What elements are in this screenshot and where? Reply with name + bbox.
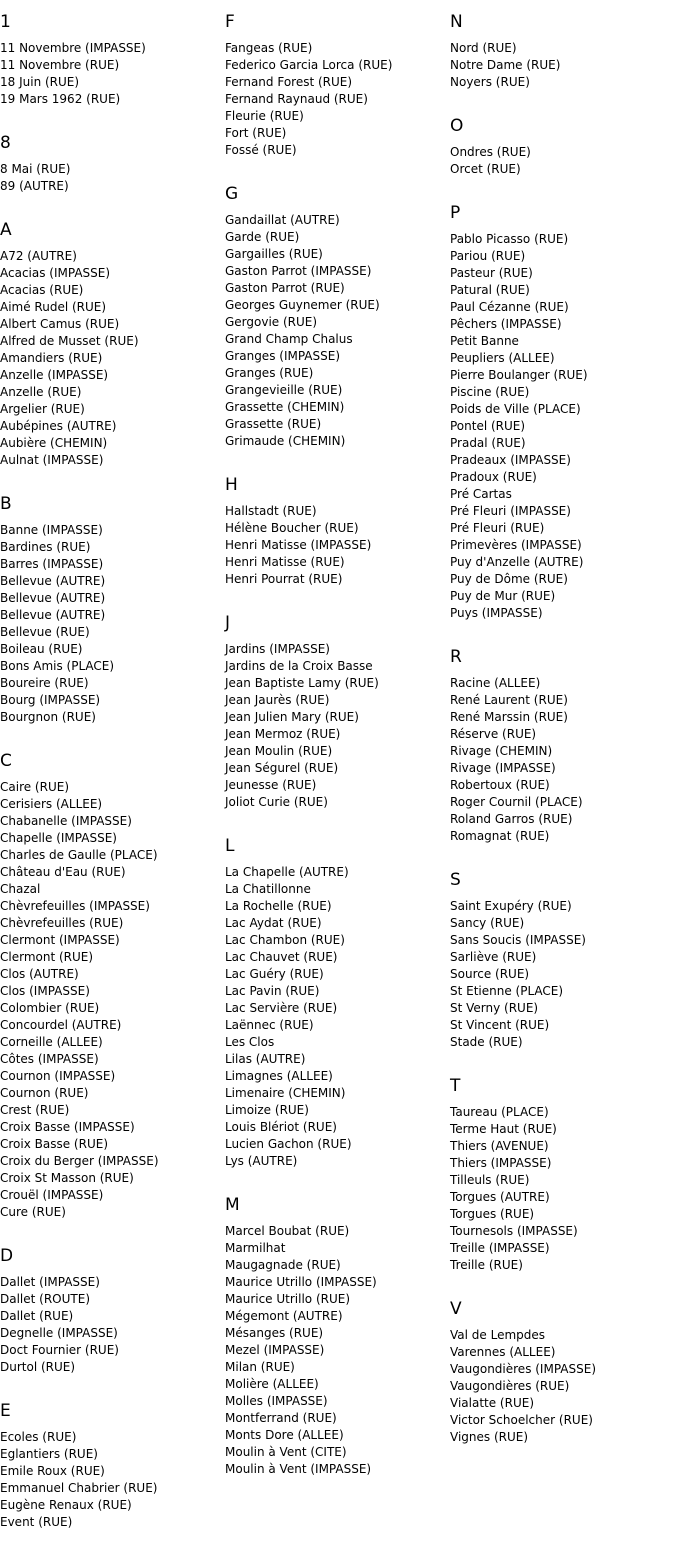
street-name: Pré Fleuri (IMPASSE): [450, 504, 571, 518]
street-name: Gargailles (RUE): [225, 247, 323, 261]
street-name: Aubière (CHEMIN): [0, 436, 108, 450]
street-name: Henri Matisse (RUE): [225, 555, 345, 569]
street-name: Victor Schoelcher (RUE): [450, 1413, 593, 1427]
letter-heading: N: [450, 12, 463, 32]
letter-heading: M: [225, 1195, 240, 1215]
letter-group: [0, 749, 222, 1221]
street-name: Lucien Gachon (RUE): [225, 1137, 352, 1151]
street-name: Henri Matisse (IMPASSE): [225, 538, 372, 552]
street-name: Bellevue (AUTRE): [0, 608, 106, 622]
street-name: Jean Ségurel (RUE): [225, 761, 339, 775]
street-name: Colombier (RUE): [0, 1001, 100, 1015]
street-name: Maurice Utrillo (IMPASSE): [225, 1275, 377, 1289]
street-name: Bellevue (AUTRE): [0, 591, 106, 605]
street-name: Garde (RUE): [225, 230, 300, 244]
street-name: Pré Fleuri (RUE): [450, 521, 545, 535]
street-name: Treille (IMPASSE): [450, 1241, 550, 1255]
street-name: Federico Garcia Lorca (RUE): [225, 58, 393, 72]
street-name: Peupliers (ALLEE): [450, 351, 555, 365]
street-name: Rivage (IMPASSE): [450, 761, 556, 775]
street-name: Pêchers (IMPASSE): [450, 317, 562, 331]
street-name: St Etienne (PLACE): [450, 984, 564, 998]
street-name: 8 Mai (RUE): [0, 162, 71, 176]
street-name: 18 Juin (RUE): [0, 75, 80, 89]
street-name: Pariou (RUE): [450, 249, 526, 263]
street-name: Chazal: [0, 882, 41, 896]
street-name: Piscine (RUE): [450, 385, 530, 399]
street-name: Fernand Raynaud (RUE): [225, 92, 368, 106]
street-name: Vignes (RUE): [450, 1430, 529, 1444]
letter-heading: 8: [0, 133, 11, 153]
street-name: Dallet (IMPASSE): [0, 1275, 100, 1289]
street-name: Croix St Masson (RUE): [0, 1171, 134, 1185]
street-name: Bellevue (AUTRE): [0, 574, 106, 588]
street-name: Granges (IMPASSE): [225, 349, 341, 363]
street-name: Roland Garros (RUE): [450, 812, 573, 826]
street-name: Amandiers (RUE): [0, 351, 103, 365]
street-name: Lys (AUTRE): [225, 1154, 298, 1168]
letter-group: [450, 201, 672, 622]
street-name: Grand Champ Chalus: [225, 332, 353, 346]
letter-group: [450, 10, 672, 91]
street-name: Terme Haut (RUE): [450, 1122, 557, 1136]
street-name: Poids de Ville (PLACE): [450, 402, 581, 416]
street-name: St Verny (RUE): [450, 1001, 539, 1015]
street-name: Argelier (RUE): [0, 402, 85, 416]
street-name: Lac Pavin (RUE): [225, 984, 320, 998]
letter-group: [0, 1244, 222, 1376]
letter-group: [450, 1297, 672, 1446]
street-name: Taureau (PLACE): [450, 1105, 549, 1119]
street-name: Laënnec (RUE): [225, 1018, 314, 1032]
street-name: St Vincent (RUE): [450, 1018, 550, 1032]
street-name: Marcel Boubat (RUE): [225, 1224, 350, 1238]
street-name: Hélène Boucher (RUE): [225, 521, 359, 535]
street-name: Chabanelle (IMPASSE): [0, 814, 132, 828]
street-name: Cournon (IMPASSE): [0, 1069, 116, 1083]
street-name: Granges (RUE): [225, 366, 314, 380]
street-name: Albert Camus (RUE): [0, 317, 120, 331]
letter-group: [450, 868, 672, 1051]
letter-group: [0, 218, 222, 469]
street-name: Clermont (RUE): [0, 950, 94, 964]
street-name: Durtol (RUE): [0, 1360, 76, 1374]
street-name: Source (RUE): [450, 967, 530, 981]
street-name: Rivage (CHEMIN): [450, 744, 553, 758]
street-name: Moulin à Vent (IMPASSE): [225, 1462, 372, 1476]
street-name: Bardines (RUE): [0, 540, 91, 554]
street-name: Notre Dame (RUE): [450, 58, 561, 72]
street-name: Paul Cézanne (RUE): [450, 300, 569, 314]
street-name: Anzelle (IMPASSE): [0, 368, 109, 382]
street-name: Fernand Forest (RUE): [225, 75, 353, 89]
street-name: Moulin à Vent (CITE): [225, 1445, 347, 1459]
street-name: Crest (RUE): [0, 1103, 70, 1117]
letter-group: [450, 114, 672, 178]
letter-heading: L: [225, 836, 235, 856]
street-name: Torgues (RUE): [450, 1207, 535, 1221]
street-name: Emmanuel Chabrier (RUE): [0, 1481, 158, 1495]
street-name: Concourdel (AUTRE): [0, 1018, 122, 1032]
letter-heading: D: [0, 1246, 14, 1266]
street-name: Molière (ALLEE): [225, 1377, 319, 1391]
street-name: Anzelle (RUE): [0, 385, 82, 399]
street-name: Dallet (ROUTE): [0, 1292, 91, 1306]
street-name: Aulnat (IMPASSE): [0, 453, 104, 467]
letter-heading: B: [0, 494, 12, 514]
street-name: Saint Exupéry (RUE): [450, 899, 572, 913]
street-column: [450, 10, 672, 1469]
street-name: Noyers (RUE): [450, 75, 530, 89]
street-name: Orcet (RUE): [450, 162, 521, 176]
street-name: Thiers (AVENUE): [450, 1139, 549, 1153]
street-name: Pasteur (RUE): [450, 266, 533, 280]
street-name: Vaugondières (RUE): [450, 1379, 570, 1393]
street-name: Montferrand (RUE): [225, 1411, 337, 1425]
street-name: Georges Guynemer (RUE): [225, 298, 380, 312]
letter-group: [225, 182, 447, 450]
street-name: Gaston Parrot (RUE): [225, 281, 345, 295]
street-name: 11 Novembre (RUE): [0, 58, 120, 72]
letter-group: [450, 1074, 672, 1274]
street-name: Croix du Berger (IMPASSE): [0, 1154, 159, 1168]
street-name: Varennes (ALLEE): [450, 1345, 556, 1359]
letter-heading: A: [0, 220, 12, 240]
street-name: Pablo Picasso (RUE): [450, 232, 569, 246]
street-name: René Laurent (RUE): [450, 693, 568, 707]
street-name: Acacias (IMPASSE): [0, 266, 111, 280]
street-name: Gandaillat (AUTRE): [225, 213, 340, 227]
street-name: Jeunesse (RUE): [225, 778, 317, 792]
street-name: Treille (RUE): [450, 1258, 523, 1272]
street-name: Fossé (RUE): [225, 143, 297, 157]
street-name: Pradal (RUE): [450, 436, 526, 450]
street-name: Val de Lempdes: [450, 1328, 546, 1342]
street-name: Limenaire (CHEMIN): [225, 1086, 346, 1100]
street-name: Acacias (RUE): [0, 283, 84, 297]
street-name: Boureire (RUE): [0, 676, 89, 690]
street-name: La Chapelle (AUTRE): [225, 865, 349, 879]
street-name: Fleurie (RUE): [225, 109, 304, 123]
street-name: Cournon (RUE): [0, 1086, 89, 1100]
street-name: Bourgnon (RUE): [0, 710, 96, 724]
street-name: Degnelle (IMPASSE): [0, 1326, 118, 1340]
street-name: Chèvrefeuilles (RUE): [0, 916, 124, 930]
street-name: Ondres (RUE): [450, 145, 531, 159]
street-name: Roger Cournil (PLACE): [450, 795, 583, 809]
letter-heading: R: [450, 647, 462, 667]
letter-heading: C: [0, 751, 12, 771]
street-name: Clos (AUTRE): [0, 967, 79, 981]
letter-heading: O: [450, 116, 464, 136]
street-name: A72 (AUTRE): [0, 249, 77, 263]
street-name: Cerisiers (ALLEE): [0, 797, 103, 811]
street-name: Croix Basse (RUE): [0, 1137, 108, 1151]
street-name: Maurice Utrillo (RUE): [225, 1292, 351, 1306]
street-name: Henri Pourrat (RUE): [225, 572, 343, 586]
street-name: Jean Jaurès (RUE): [225, 693, 330, 707]
letter-heading: P: [450, 203, 461, 223]
street-name: Maugagnade (RUE): [225, 1258, 341, 1272]
letter-heading: E: [0, 1401, 11, 1421]
street-name: Vialatte (RUE): [450, 1396, 534, 1410]
street-name: Lac Aydat (RUE): [225, 916, 322, 930]
street-name: Patural (RUE): [450, 283, 530, 297]
street-name: Monts Dore (ALLEE): [225, 1428, 344, 1442]
street-name: Puy de Mur (RUE): [450, 589, 556, 603]
street-name: Gergovie (RUE): [225, 315, 318, 329]
letter-heading: J: [225, 613, 231, 633]
street-name: Les Clos: [225, 1035, 275, 1049]
street-name: Limoize (RUE): [225, 1103, 309, 1117]
street-name: Doct Fournier (RUE): [0, 1343, 119, 1357]
letter-group: [0, 131, 222, 195]
street-name: Marmilhat: [225, 1241, 286, 1255]
letter-heading: V: [450, 1299, 462, 1319]
street-name: Réserve (RUE): [450, 727, 537, 741]
street-name: Pontel (RUE): [450, 419, 526, 433]
street-name: Croix Basse (IMPASSE): [0, 1120, 135, 1134]
street-name: Stade (RUE): [450, 1035, 523, 1049]
street-name: Lac Servière (RUE): [225, 1001, 338, 1015]
street-name: Jardins de la Croix Basse: [225, 659, 373, 673]
street-name: Aubépines (AUTRE): [0, 419, 117, 433]
street-name: Clermont (IMPASSE): [0, 933, 120, 947]
street-name: Lac Chauvet (RUE): [225, 950, 338, 964]
street-name: La Chatillonne: [225, 882, 311, 896]
street-name: Alfred de Musset (RUE): [0, 334, 139, 348]
street-name: Sans Soucis (IMPASSE): [450, 933, 586, 947]
street-name: Molles (IMPASSE): [225, 1394, 328, 1408]
street-name: Gaston Parrot (IMPASSE): [225, 264, 372, 278]
street-column: [0, 10, 222, 1554]
street-name: Jean Mermoz (RUE): [225, 727, 341, 741]
street-name: Pré Cartas: [450, 487, 512, 501]
street-name: Mésanges (RUE): [225, 1326, 324, 1340]
street-name: Milan (RUE): [225, 1360, 295, 1374]
street-name: La Rochelle (RUE): [225, 899, 332, 913]
street-name: Thiers (IMPASSE): [450, 1156, 552, 1170]
street-name: Lilas (AUTRE): [225, 1052, 306, 1066]
street-name: Torgues (AUTRE): [450, 1190, 550, 1204]
street-name: Romagnat (RUE): [450, 829, 550, 843]
street-name: Puy de Dôme (RUE): [450, 572, 568, 586]
letter-group: [0, 10, 222, 108]
letter-heading: S: [450, 870, 461, 890]
street-name: 89 (AUTRE): [0, 179, 69, 193]
street-name: Pradeaux (IMPASSE): [450, 453, 571, 467]
letter-group: [225, 10, 447, 159]
letter-heading: T: [450, 1076, 461, 1096]
street-name: Pradoux (RUE): [450, 470, 537, 484]
street-name: Bellevue (RUE): [0, 625, 90, 639]
street-name: Côtes (IMPASSE): [0, 1052, 99, 1066]
street-name: Grassette (CHEMIN): [225, 400, 345, 414]
letter-group: [225, 473, 447, 588]
street-name: Cure (RUE): [0, 1205, 66, 1219]
street-name: Fort (RUE): [225, 126, 287, 140]
street-name: Corneille (ALLEE): [0, 1035, 103, 1049]
street-name: Louis Blériot (RUE): [225, 1120, 337, 1134]
street-name: Mégemont (AUTRE): [225, 1309, 343, 1323]
street-name: Eglantiers (RUE): [0, 1447, 98, 1461]
street-name: Aimé Rudel (RUE): [0, 300, 107, 314]
street-name: René Marssin (RUE): [450, 710, 568, 724]
street-name: Jean Baptiste Lamy (RUE): [225, 676, 379, 690]
street-name: Lac Chambon (RUE): [225, 933, 345, 947]
letter-heading: H: [225, 475, 238, 495]
letter-group: [225, 1193, 447, 1478]
street-name: Charles de Gaulle (PLACE): [0, 848, 158, 862]
street-name: Chapelle (IMPASSE): [0, 831, 117, 845]
street-name: Petit Banne: [450, 334, 519, 348]
street-name: Grassette (RUE): [225, 417, 322, 431]
street-name: Crouël (IMPASSE): [0, 1188, 104, 1202]
street-name: Jardins (IMPASSE): [225, 642, 330, 656]
street-name: Robertoux (RUE): [450, 778, 550, 792]
street-name: Ecoles (RUE): [0, 1430, 77, 1444]
street-name: Fangeas (RUE): [225, 41, 313, 55]
letter-group: [225, 834, 447, 1170]
street-name: Puy d'Anzelle (AUTRE): [450, 555, 584, 569]
street-column: [225, 10, 447, 1501]
letter-heading: F: [225, 12, 235, 32]
street-name: Tournesols (IMPASSE): [450, 1224, 578, 1238]
street-name: Caire (RUE): [0, 780, 69, 794]
street-name: Grangevieille (RUE): [225, 383, 343, 397]
street-name: Clos (IMPASSE): [0, 984, 90, 998]
street-name: Limagnes (ALLEE): [225, 1069, 333, 1083]
street-name: Sarliève (RUE): [450, 950, 537, 964]
street-name: Hallstadt (RUE): [225, 504, 317, 518]
letter-group: [450, 645, 672, 845]
street-name: Bons Amis (PLACE): [0, 659, 115, 673]
street-name: Barres (IMPASSE): [0, 557, 104, 571]
street-name: Bourg (IMPASSE): [0, 693, 101, 707]
street-name: Grimaude (CHEMIN): [225, 434, 346, 448]
street-name: Sancy (RUE): [450, 916, 525, 930]
street-name: Event (RUE): [0, 1515, 73, 1529]
street-name: Pierre Boulanger (RUE): [450, 368, 588, 382]
street-name: Lac Guéry (RUE): [225, 967, 324, 981]
street-name: 19 Mars 1962 (RUE): [0, 92, 121, 106]
street-name: Mezel (IMPASSE): [225, 1343, 325, 1357]
letter-group: [225, 611, 447, 811]
street-name: Eugène Renaux (RUE): [0, 1498, 132, 1512]
street-name: Emile Roux (RUE): [0, 1464, 105, 1478]
street-name: Nord (RUE): [450, 41, 517, 55]
street-name: Racine (ALLEE): [450, 676, 541, 690]
letter-group: [0, 1399, 222, 1531]
street-name: Puys (IMPASSE): [450, 606, 543, 620]
street-name: Jean Julien Mary (RUE): [225, 710, 359, 724]
letter-group: [0, 492, 222, 726]
letter-heading: G: [225, 184, 239, 204]
street-name: Dallet (RUE): [0, 1309, 74, 1323]
street-name: Vaugondières (IMPASSE): [450, 1362, 597, 1376]
street-name: Primevères (IMPASSE): [450, 538, 582, 552]
street-name: Chèvrefeuilles (IMPASSE): [0, 899, 150, 913]
street-name: Château d'Eau (RUE): [0, 865, 126, 879]
street-name: Boileau (RUE): [0, 642, 83, 656]
letter-heading: 1: [0, 12, 11, 32]
street-name: Banne (IMPASSE): [0, 523, 103, 537]
street-name: Jean Moulin (RUE): [225, 744, 333, 758]
street-name: Joliot Curie (RUE): [225, 795, 328, 809]
street-name: 11 Novembre (IMPASSE): [0, 41, 146, 55]
street-name: Tilleuls (RUE): [450, 1173, 530, 1187]
